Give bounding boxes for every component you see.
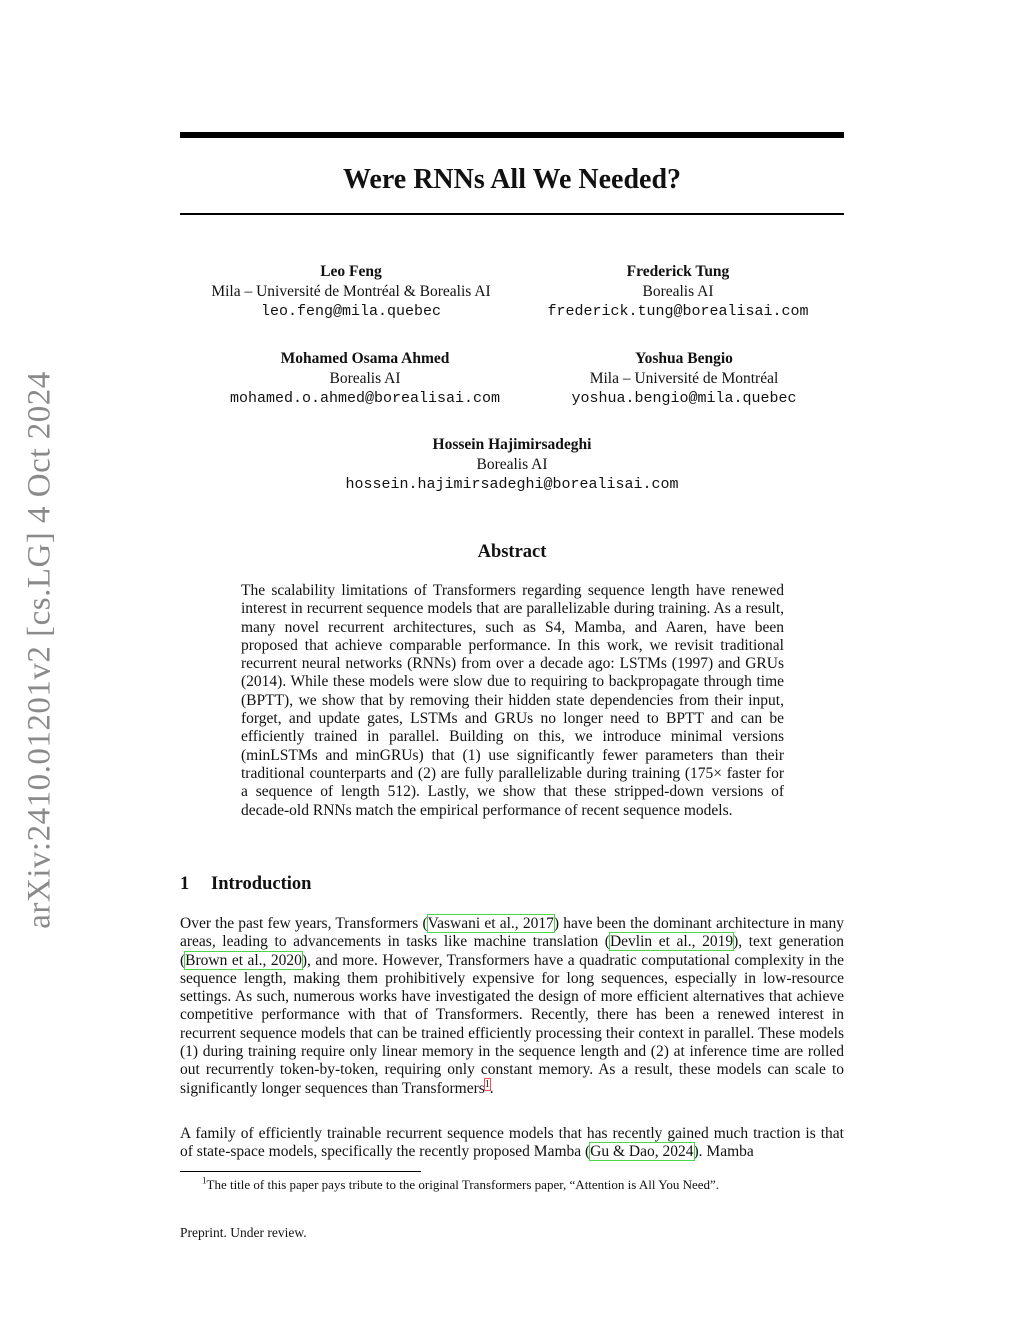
section-title: Introduction bbox=[211, 874, 312, 894]
author-email[interactable]: yoshua.bengio@mila.quebec bbox=[571, 390, 797, 407]
author-affiliation: Borealis AI bbox=[642, 283, 714, 300]
arxiv-side-stamp: arXiv:2410.01201v2 [cs.LG] 4 Oct 2024 bbox=[21, 371, 58, 929]
citation-link[interactable]: Devlin et al., 2019 bbox=[609, 933, 734, 951]
section-number: 1 bbox=[180, 874, 190, 894]
author-affiliation: Mila – Université de Montréal bbox=[589, 370, 779, 387]
author-affiliation: Mila – Université de Montréal & Borealis AI bbox=[211, 283, 491, 300]
citation-link[interactable]: Gu & Dao, 2024 bbox=[590, 1143, 694, 1161]
paragraph-text: Over the past few years, Transformers ( bbox=[180, 915, 428, 932]
author-email[interactable]: frederick.tung@borealisai.com bbox=[547, 303, 809, 320]
author-name: Yoshua Bengio bbox=[635, 350, 733, 367]
preprint-note: Preprint. Under review. bbox=[180, 1225, 307, 1240]
author-affiliation: Borealis AI bbox=[476, 456, 548, 473]
intro-paragraph bbox=[180, 915, 844, 1098]
footnote-rule bbox=[180, 1171, 421, 1172]
title-bottom-rule bbox=[180, 213, 844, 215]
citation-link[interactable]: Brown et al., 2020 bbox=[185, 951, 302, 969]
paper-title: Were RNNs All We Needed? bbox=[342, 164, 682, 195]
author-name: Mohamed Osama Ahmed bbox=[280, 350, 450, 367]
author-name: Hossein Hajimirsadeghi bbox=[432, 436, 592, 453]
author-block bbox=[518, 262, 838, 322]
citation-link[interactable]: Vaswani et al., 2017 bbox=[427, 915, 554, 932]
footnote-ref-link[interactable]: 1 bbox=[484, 1078, 490, 1090]
author-email[interactable]: leo.feng@mila.quebec bbox=[260, 303, 442, 320]
paragraph-text: ), text generation ( bbox=[180, 933, 845, 969]
author-block bbox=[534, 349, 834, 409]
paragraph-text: A family of efficiently trainable recurrent sequence models that has recently gained much traction is that of state-space models, specifically the recently proposed Mamba ( bbox=[180, 1125, 844, 1161]
author-email[interactable]: mohamed.o.ahmed@borealisai.com bbox=[229, 390, 501, 407]
author-name: Frederick Tung bbox=[626, 263, 730, 280]
footnote bbox=[180, 1176, 844, 1193]
author-name: Leo Feng bbox=[320, 263, 382, 280]
author-affiliation: Borealis AI bbox=[329, 370, 401, 387]
section-heading bbox=[180, 872, 844, 896]
author-block bbox=[200, 349, 530, 409]
paragraph-text: ), and more. However, Transformers have a quadratic computational complexity in the sequence length, making them prohibitively expensive for long sequences, especially in low-resource settings. As such, numerous works have investigated the design of more efficient alternatives that achieve competitive performance with that of Transformers. Recently, there has been a renewed interest in recurrent sequence models that can be trained efficiently processing their context in parallel. These models (1) during training require only linear memory in the sequence length and (2) at inference time are rolled out recurrently token-by-token, requiring only constant memory. As a result, these models can scale to significantly longer sequences than Transformers bbox=[180, 951, 844, 1097]
author-block bbox=[292, 435, 732, 495]
intro-paragraph bbox=[180, 1125, 844, 1162]
title-top-rule bbox=[180, 132, 844, 138]
author-email[interactable]: hossein.hajimirsadeghi@borealisai.com bbox=[345, 476, 679, 493]
abstract-heading: Abstract bbox=[477, 542, 547, 562]
paragraph-text: . bbox=[489, 1079, 494, 1097]
paragraph-text: ) have been the dominant architecture in many areas, leading to advancements in tasks like machine translation ( bbox=[180, 915, 844, 951]
paragraph-text: ). Mamba bbox=[693, 1143, 754, 1161]
footnote-mark: 1 bbox=[202, 1175, 207, 1186]
abstract-text: The scalability limitations of Transformers regarding sequence length have renewed interest in recurrent sequence models that are parallelizable during training. As a result, many novel recurrent architectures, such as S4, Mamba, and Aaren, have been proposed that achieve comparable performance. In this work, we revisit traditional recurrent neural networks (RNNs) from over a decade ago: LSTMs (1997) and GRUs (2014). While these models were slow due to requiring to backpropagate through time (BPTT), we show that by removing their hidden state dependencies from their input, forget, and update gates, LSTMs and GRUs no longer need to BPTT and can be efficiently trained in parallel. Building on this, we introduce minimal versions (minLSTMs and minGRUs) that (1) use significantly fewer parameters than their traditional counterparts and (2) are fully parallelizable during training (175× faster for a sequence of length 512). Lastly, we show that these stripped-down versions of decade-old RNNs match the empirical performance of recent sequence models. bbox=[241, 582, 784, 819]
author-block bbox=[176, 262, 526, 322]
footnote-text: The title of this paper pays tribute to the original Transformers paper, “Attention is All You Need”. bbox=[206, 1177, 720, 1192]
